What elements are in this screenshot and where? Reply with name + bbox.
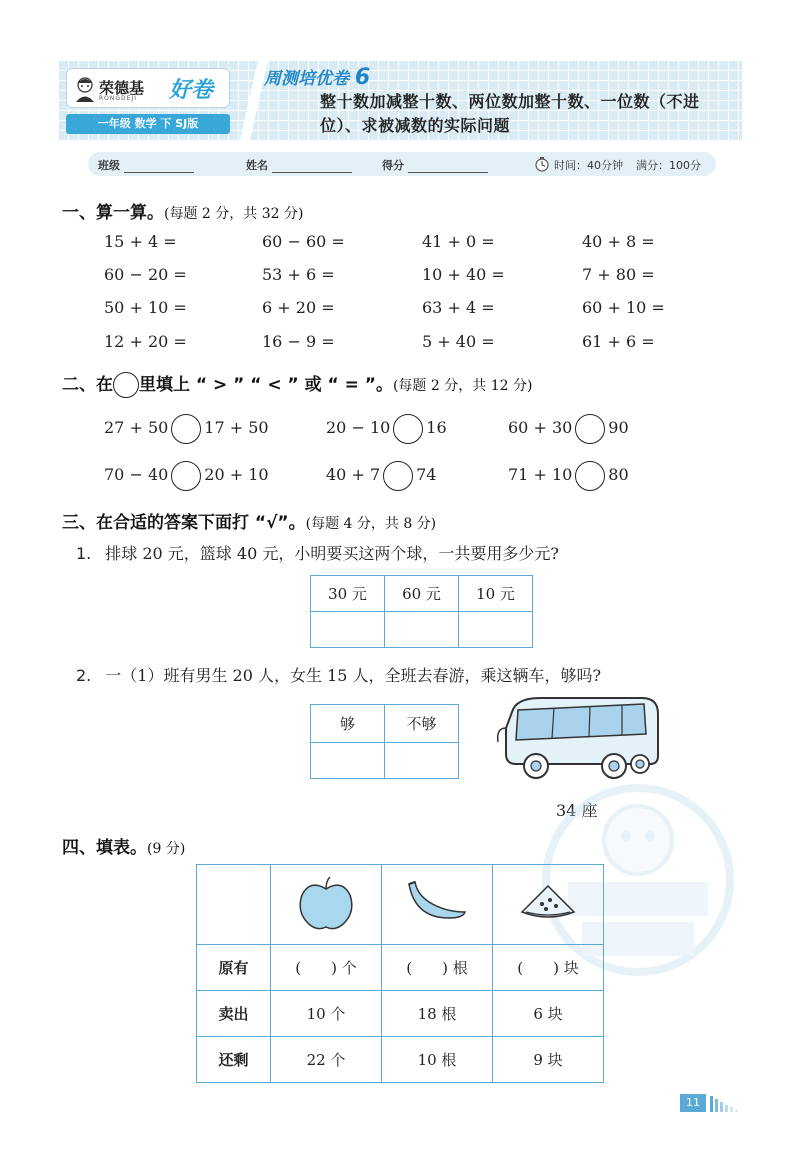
brand-hao: 好卷 (169, 78, 214, 103)
score-label: 得分 (382, 159, 404, 172)
table-cell: 10 个 (271, 991, 382, 1037)
answer-cell[interactable] (385, 743, 459, 779)
circle-symbol (113, 372, 139, 398)
compare-right: 90 (608, 418, 629, 437)
section1-note: (每题 2 分，共 32 分) (164, 206, 304, 222)
table-cell: 10 根 (382, 1037, 493, 1083)
apple-icon (296, 875, 356, 931)
answer-cell[interactable] (459, 612, 533, 648)
calc-item: 60 − 20 = (104, 265, 187, 284)
fill-cell[interactable]: ( ) 根 (382, 945, 493, 991)
score-field (382, 157, 488, 173)
row-header: 原有 (197, 945, 271, 991)
compare-item (104, 412, 269, 444)
bus-seat-label: 34 座 (556, 801, 598, 820)
info-bar (88, 152, 716, 176)
calc-item: 60 + 10 = (582, 298, 665, 317)
answer-table-2 (310, 704, 459, 779)
compare-item (508, 459, 629, 491)
compare-right: 16 (426, 418, 447, 437)
section3-title (62, 508, 436, 533)
fruit-header (382, 865, 493, 945)
calc-item: 53 + 6 = (262, 265, 335, 284)
calc-item: 41 + 0 = (422, 232, 495, 251)
compare-item (508, 412, 629, 444)
table-cell: 18 根 (382, 991, 493, 1037)
section1-title (62, 198, 303, 223)
option-label: 10 元 (459, 576, 533, 612)
name-field (246, 157, 352, 173)
compare-left: 60 + 30 (508, 418, 573, 437)
question-text: 一（1）班有男生 20 人，女生 15 人，全班去春游，乘这辆车，够吗? (105, 666, 602, 685)
brand-logo (58, 60, 238, 140)
compare-circle[interactable] (171, 461, 201, 491)
calc-item: 63 + 4 = (422, 298, 495, 317)
class-blank[interactable] (124, 161, 194, 173)
class-field (98, 157, 194, 173)
page-bars-icon (710, 1094, 742, 1112)
header-banner (58, 60, 742, 140)
calc-item: 10 + 40 = (422, 265, 505, 284)
answer-cell[interactable] (385, 612, 459, 648)
name-blank[interactable] (272, 161, 352, 173)
compare-item (326, 459, 436, 491)
clock-icon (534, 156, 550, 172)
score-blank[interactable] (408, 161, 488, 173)
calc-item: 5 + 40 = (422, 332, 495, 351)
answer-cell[interactable] (311, 612, 385, 648)
compare-left: 70 − 40 (104, 465, 169, 484)
calc-item: 60 − 60 = (262, 232, 345, 251)
calc-item: 50 + 10 = (104, 298, 187, 317)
compare-right: 17 + 50 (204, 418, 269, 437)
name-label: 姓名 (246, 159, 268, 172)
calc-item: 7 + 80 = (582, 265, 655, 284)
section3-heading: 三、在合适的答案下面打 “√”。 (62, 513, 306, 533)
table-row (197, 1037, 604, 1083)
compare-left: 20 − 10 (326, 418, 391, 437)
question-text: 排球 20 元，篮球 40 元，小明要买这两个球，一共要用多少元? (105, 544, 559, 563)
section4-title (62, 833, 185, 858)
row-header: 还剩 (197, 1037, 271, 1083)
compare-circle[interactable] (575, 414, 605, 444)
question-number: 2. (76, 666, 92, 685)
compare-circle[interactable] (575, 461, 605, 491)
brand-plate (66, 68, 230, 108)
calc-item: 16 − 9 = (262, 332, 335, 351)
fruit-table (196, 864, 604, 1083)
section4-note: (9 分) (147, 841, 186, 857)
question-1 (76, 541, 559, 564)
fruit-header (271, 865, 382, 945)
corner-cell (197, 865, 271, 945)
compare-circle[interactable] (171, 414, 201, 444)
table-row (197, 945, 604, 991)
answer-table-1 (310, 575, 533, 648)
question-2 (76, 663, 601, 686)
compare-circle[interactable] (383, 461, 413, 491)
week-title (264, 64, 370, 90)
compare-item (104, 459, 269, 491)
brand-subtitle: RONGDEJI (99, 95, 137, 102)
section3-note: (每题 4 分，共 8 分) (305, 516, 437, 532)
option-label: 够 (311, 705, 385, 743)
calc-item: 15 + 4 = (104, 232, 177, 251)
watermelon-icon (518, 882, 578, 924)
section2-note: (每题 2 分，共 12 分) (392, 378, 533, 394)
fill-cell[interactable]: ( ) 个 (271, 945, 382, 991)
page-number: 11 (680, 1094, 706, 1112)
brand-name: 荣德基 (99, 79, 145, 97)
grade-label: 一年级 数学 下 SJ版 (66, 114, 230, 134)
table-cell: 9 块 (493, 1037, 604, 1083)
compare-item (326, 412, 447, 444)
compare-right: 74 (416, 465, 437, 484)
banana-icon (405, 878, 469, 928)
compare-left: 71 + 10 (508, 465, 573, 484)
section1-heading: 一、算一算。 (62, 203, 164, 223)
compare-left: 27 + 50 (104, 418, 169, 437)
week-number: 6 (354, 65, 371, 90)
fruit-header (493, 865, 604, 945)
table-cell: 22 个 (271, 1037, 382, 1083)
compare-left: 40 + 7 (326, 465, 381, 484)
week-title-text: 周测培优卷 (264, 69, 349, 89)
compare-right: 20 + 10 (204, 465, 269, 484)
full-score: 满分：100分 (636, 159, 701, 172)
calc-item: 61 + 6 = (582, 332, 655, 351)
compare-circle[interactable] (393, 414, 423, 444)
table-row (197, 991, 604, 1037)
section2-heading-pre: 二、在 (62, 375, 113, 395)
section4-heading: 四、填表。 (62, 838, 147, 858)
answer-cell[interactable] (311, 743, 385, 779)
option-label: 30 元 (311, 576, 385, 612)
fill-cell[interactable]: ( ) 块 (493, 945, 604, 991)
option-label: 60 元 (385, 576, 459, 612)
portrait-icon (73, 75, 97, 103)
calc-item: 6 + 20 = (262, 298, 335, 317)
compare-right: 80 (608, 465, 629, 484)
table-cell: 6 块 (493, 991, 604, 1037)
section2-title (62, 370, 532, 398)
row-header: 卖出 (197, 991, 271, 1037)
section2-heading-post: 里填上 “ > ” “ < ” 或 “ = ”。 (139, 375, 393, 395)
question-number: 1. (76, 544, 92, 563)
calc-item: 40 + 8 = (582, 232, 655, 251)
calc-item: 12 + 20 = (104, 332, 187, 351)
topic-title: 整十数加减整十数、两位数加整十数、一位数（不进位）、求被减数的实际问题 (320, 92, 700, 135)
class-label: 班级 (98, 159, 120, 172)
time-limit: 时间：40分钟 (554, 159, 623, 172)
option-label: 不够 (385, 705, 459, 743)
